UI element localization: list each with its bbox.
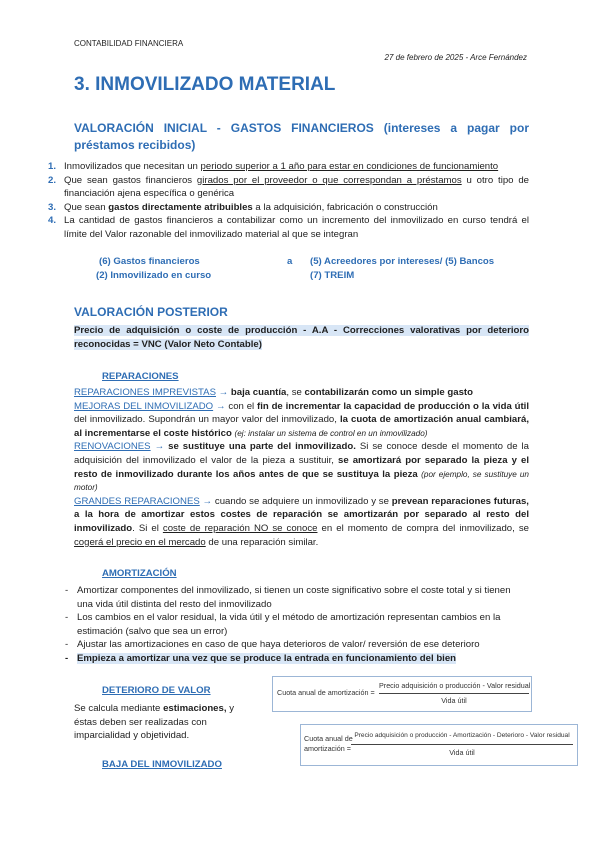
amortizacion-list (65, 584, 529, 666)
list-item: 2. Que sean gastos financieros girados por el proveedor o que correspondan a préstamos u otro tipo de financiación ajena específica o genérica (48, 174, 530, 200)
section-heading-valoracion-posterior: VALORACIÓN POSTERIOR (74, 305, 228, 319)
list-item: 4. La cantidad de gastos financieros a contabilizar como un incremento del inmovilizado en curso tendrá el límite del Valor razonable del inmovilizado material al que se integran (48, 215, 529, 241)
entry-debit-2: (2) Inmovilizado en curso (96, 270, 212, 281)
entry-a: a (287, 256, 293, 267)
section-heading-valoracion-inicial: VALORACIÓN INICIAL - GASTOS FINANCIEROS (intereses a pagar por préstamos recibidos) (74, 121, 529, 153)
renovaciones: RENOVACIONES → se sustituye una parte del inmovilizado. Si se conoce desde el momento de la adquisición del inmovilizado el valor de la pieza a sustituir, se amortizará por separado la pieza y el resto de inmovilizado durante los años antes de que se sustituya la pieza (por ejemplo, se sustituye un motor) (74, 441, 530, 493)
list-item: - Ajustar las amortizaciones en caso de que haya deterioros de valor/ reversión de ese deterioro (65, 639, 480, 651)
fraction-bar (379, 693, 529, 694)
header-right: 27 de febrero de 2025 - Arce Fernández (384, 53, 527, 62)
vnc-formula: Precio de adquisición o coste de producción - A.A - Correcciones valorativas por deterioro reconocidas = VNC (Valor Neto Contable) (74, 325, 529, 350)
formula-box-cuota-deterioro: Cuota anual de amortización = Precio adquisición o producción - Amortización - Deterioro - Valor residual Vida útil (300, 724, 578, 766)
list-item: - Los cambios en el valor residual, la vida útil y el método de amortización representan cambios en la estimación (salvo que sea un error) (65, 612, 501, 637)
list-item: - Amortizar componentes del inmovilizado, si tienen un coste significativo sobre el coste total y si tienen una vida útil distinta del resto del inmovilizado (65, 585, 511, 610)
formula-box-cuota: Cuota anual de amortización = Precio adquisición o producción - Valor residual Vida útil (272, 676, 532, 712)
fraction-bar (351, 744, 573, 745)
baja-heading: BAJA DEL INMOVILIZADO (102, 759, 222, 770)
entry-credit-2: (7) TREIM (310, 270, 355, 281)
reparaciones-imprevistas: REPARACIONES IMPREVISTAS → baja cuantía, se contabilizarán como un simple gasto (74, 387, 473, 398)
amortizacion-heading: AMORTIZACIÓN (102, 568, 177, 579)
list-item: 1. Inmovilizados que necesitan un periodo superior a 1 año para estar en condiciones de funcionamiento (48, 161, 499, 172)
reparaciones-heading: REPARACIONES (102, 371, 179, 382)
deterioro-text: Se calcula mediante estimaciones, y éstas deben ser realizadas con imparcialidad y objetividad. (74, 703, 234, 742)
grandes-reparaciones: GRANDES REPARACIONES → cuando se adquiere un inmovilizado y se prevean reparaciones futuras, a la hora de amortizar estos costes de reparación se amortizarán por separado al resto del inmovilizado. Si el coste de reparación NO se conoce en el momento de compra del inmovilizado, se cogerá el precio en el mercado de una reparación similar. (74, 495, 529, 548)
requirements-list (48, 160, 530, 242)
mejoras-inmovilizado: MEJORAS DEL INMOVILIZADO → con el fin de incrementar la capacidad de producción o la vida útil del inmovilizado. Supondrán un mayor valor del inmovilizado, la cuota de amortización anual cambiará, al incrementarse el coste histórico (ej: instalar un sistema de control en un inmovilizado) (74, 400, 530, 439)
entry-debit-1: (6) Gastos financieros (99, 256, 200, 267)
list-item: 3. Que sean gastos directamente atribuibles a la adquisición, fabricación o construcción (48, 201, 438, 213)
page-title: 3. INMOVILIZADO MATERIAL (74, 74, 336, 95)
header-left: CONTABILIDAD FINANCIERA (74, 39, 184, 48)
entry-credit-1: (5) Acreedores por intereses/ (5) Bancos (310, 256, 495, 267)
reparaciones-body (74, 386, 529, 549)
deterioro-heading: DETERIORO DE VALOR (102, 685, 211, 696)
list-item: - Empieza a amortizar una vez que se produce la entrada en funcionamiento del bien (65, 653, 457, 665)
